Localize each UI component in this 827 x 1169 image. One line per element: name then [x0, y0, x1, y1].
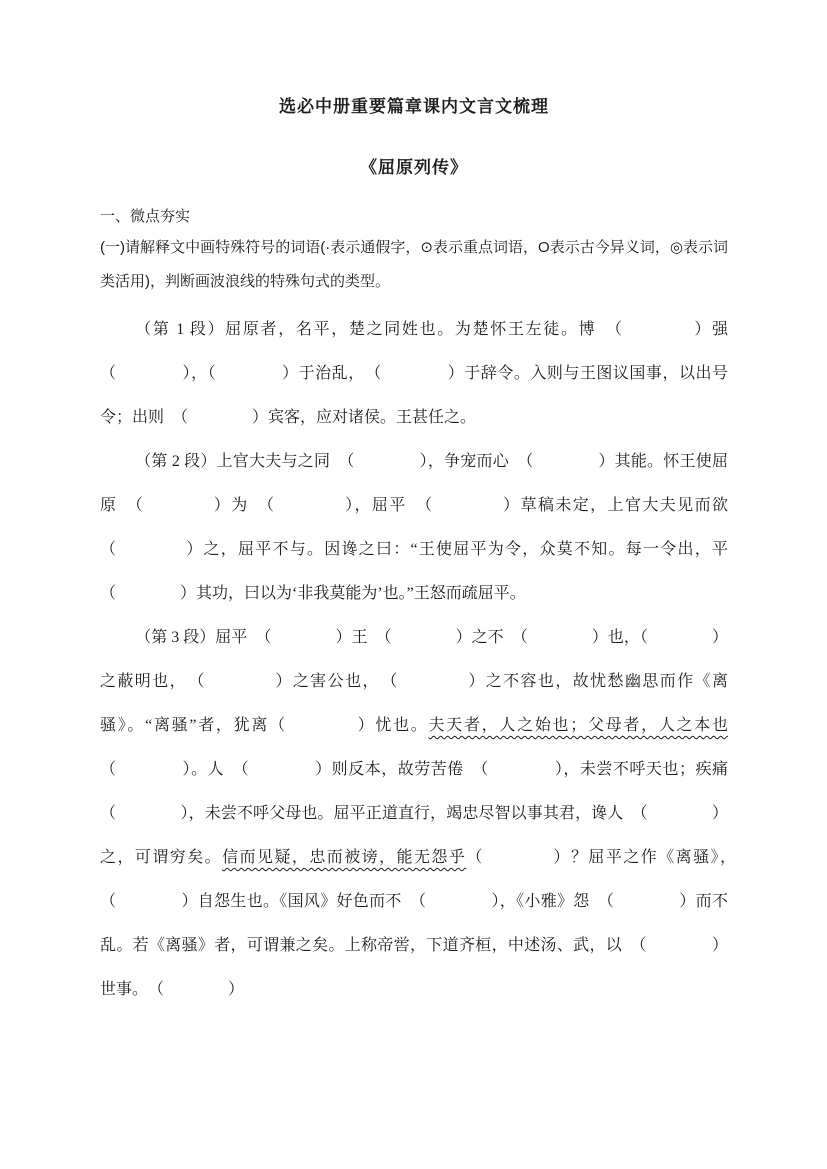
instruction-text: (一)请解释文中画特殊符号的词语(·表示通假字，⊙表示重点词语，O表示古今异义词，◎表示词类活用)，判断画波浪线的特殊句式的类型。	[100, 239, 728, 290]
passage-text: （ ）。人 （ ）则反本，故劳苦倦 （ ），未尝不呼天也；疾痛 （ ），未尝不呼父母也。屈平正道直行，竭忠尽智以事其君，谗人 （ ）之，可谓穷矣。	[100, 761, 745, 866]
section-heading: 一、微点夯实	[100, 208, 191, 225]
wavy-underlined-sentence: 夫天者，人之始也；父母者，人之本也	[428, 717, 728, 734]
passage-paragraph	[100, 440, 745, 616]
page-subtitle: 《屈原列传》	[360, 158, 468, 177]
page-title: 选必中册重要篇章课内文言文梳理	[279, 97, 549, 116]
passage-paragraph	[100, 616, 745, 1012]
passage-text: （第 1 段）屈原者，名平，楚之同姓也。为楚怀王左徒。博 （ ）强（ ），（ ）于治乱， （ ）于辞令。入则与王图议国事，以出号令；出则 （ ）宾客，应对诸侯。王甚任之。	[100, 321, 728, 426]
passage	[100, 308, 745, 1012]
passage-text: （ ）？屈平之作《离骚》， （ ）自怨生也。《国风》好色而不 （ ），《小雅》怨 （ ）而不乱。若《离骚》者，可谓兼之矣。上称帝喾，下道齐桓，中述汤、武，以 （ ）世事。 （ ）	[100, 849, 744, 998]
wavy-underlined-sentence: 信而见疑，忠而被谤，能无怨乎	[222, 849, 467, 866]
passage-text: （第 2 段）上官大夫与之同 （ ），争宠而心 （ ）其能。怀王使屈原 （ ）为 （ ），屈平 （ ）草稿未定，上官大夫见而欲 （ ）之，屈平不与。因谗之曰：“王使屈平为令，众莫不知。每一令出，平 （ ）其功，曰以为‘非我莫能为’也。”王怒而疏屈平。	[100, 453, 745, 602]
passage-paragraph	[100, 308, 728, 440]
passage-text: （第 3 段）屈平 （ ）王 （ ）之不 （ ）也，（ ）之蔽明也， （ ）之害公也， （ ）之不容也，故忧愁幽思而作《离骚》。“离骚”者，犹离（ ）忧也。	[100, 629, 728, 734]
